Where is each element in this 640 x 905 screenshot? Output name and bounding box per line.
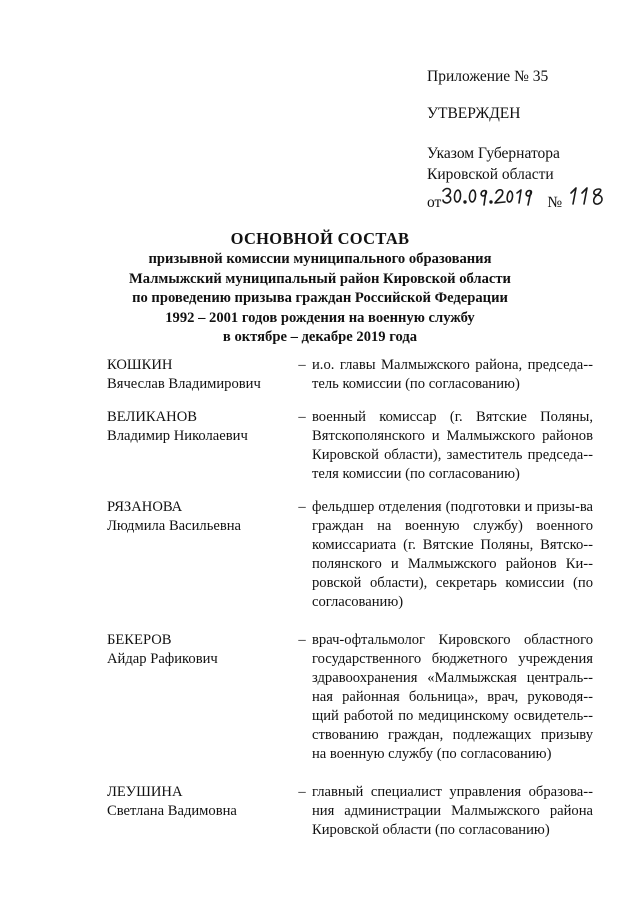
member-row <box>107 783 593 840</box>
decree-line-2: Кировской области <box>427 166 554 183</box>
member-row <box>107 498 593 612</box>
decree-date-number-line <box>427 185 627 213</box>
decree-line-1: Указом Губернатора <box>427 145 560 162</box>
appendix-number: Приложение № 35 <box>427 68 549 85</box>
member-role: врач-офтальмолог Кировского областного государственного бюджетного учреждения здравоохранения «Малмыжская централь-ная районная больница», врач, руководя-щий работой по медицинскому освидетель-ствованию граждан, подлежащих призыву на военную службу (по согласованию) <box>312 632 593 762</box>
title-main: ОСНОВНОЙ СОСТАВ <box>230 229 410 248</box>
member-role: военный комиссар (г. Вятские Поляны, Вятскополянского и Малмыжского районов Кировской области), заместитель председа-теля комиссии (по согласованию) <box>312 409 593 482</box>
member-name <box>107 356 292 394</box>
dash-separator: – <box>298 409 306 425</box>
member-name <box>107 408 292 446</box>
title-line: 1992 – 2001 годов рождения на военную службу <box>165 309 475 326</box>
member-given-names: Владимир Николаевич <box>107 428 248 444</box>
handwritten-date <box>441 185 533 207</box>
title-line: по проведению призыва граждан Российской Федерации <box>132 290 508 306</box>
member-row <box>107 631 593 764</box>
member-surname: ЛЕУШИНА <box>107 784 183 800</box>
handwritten-number <box>568 185 608 207</box>
document-title <box>60 228 580 348</box>
member-row <box>107 408 593 484</box>
commission-members-list <box>107 356 593 840</box>
member-surname: РЯЗАНОВА <box>107 499 183 515</box>
member-role: главный специалист управления образова-ния администрации Малмыжского района Кировской области (по согласованию) <box>312 784 593 838</box>
member-surname: КОШКИН <box>107 357 173 373</box>
dash-separator: – <box>298 357 306 373</box>
member-role: фельдшер отделения (подготовки и призы-ва граждан на военную службу) военного комиссариата (г. Вятские Поляны, Вятско-полянского и Малмыжского районов Ки-ровской области), секретарь комиссии (по согласованию) <box>312 499 593 610</box>
member-given-names: Светлана Вадимовна <box>107 803 237 819</box>
member-given-names: Айдар Рафикович <box>107 651 218 667</box>
member-given-names: Людмила Васильевна <box>107 518 242 534</box>
dash-separator: – <box>298 784 306 800</box>
approved-heading: УТВЕРЖДЕН <box>427 105 521 122</box>
number-sign: № <box>547 194 563 211</box>
approval-stamp-block <box>427 66 627 213</box>
dash-separator: – <box>298 499 306 515</box>
date-prefix: от <box>427 194 442 211</box>
member-row <box>107 356 593 394</box>
member-name <box>107 631 292 669</box>
member-name <box>107 783 292 821</box>
member-surname: ВЕЛИКАНОВ <box>107 409 197 425</box>
member-surname: БЕКЕРОВ <box>107 632 172 648</box>
member-given-names: Вячеслав Владимирович <box>107 376 261 392</box>
title-line: в октябре – декабре 2019 года <box>222 329 418 345</box>
member-role: и.о. главы Малмыжского района, председа-тель комиссии (по согласованию) <box>312 357 593 392</box>
title-line: Малмыжский муниципальный район Кировской области <box>129 270 511 287</box>
title-line: призывной комиссии муниципального образования <box>148 251 492 267</box>
dash-separator: – <box>298 632 306 648</box>
member-name <box>107 498 292 536</box>
